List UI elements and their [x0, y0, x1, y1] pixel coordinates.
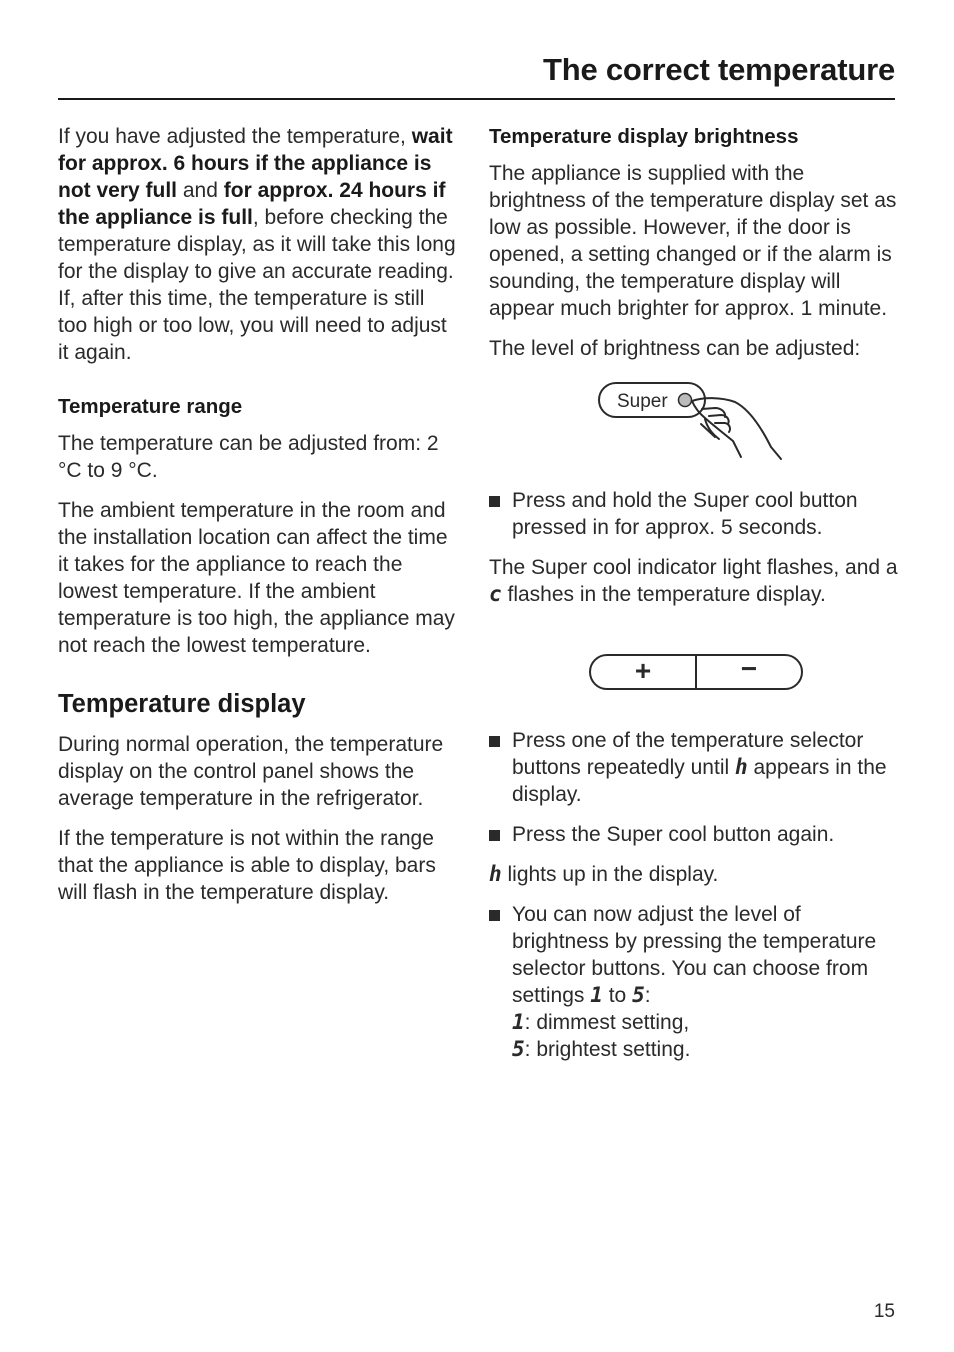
display-paragraph-1: During normal operation, the temperature display on the control panel shows the average temperature in the refrigerator.	[58, 733, 444, 810]
title-rule	[58, 98, 895, 100]
setting-5-desc: : brightest setting.	[524, 1038, 691, 1061]
segment-1-glyph: 1	[590, 983, 603, 1007]
intro-paragraph: If you have adjusted the temperature, wait for approx. 6 hours if the appliance is not very full and for approx. 24 hours if the appliance is full, before checking the temperature display, as it will take this long for the display to give an accurate reading. If, after this time, the temperature is still too high or too low, you will need to adjust it again.	[58, 125, 456, 364]
page-title: The correct temperature	[542, 52, 895, 87]
h-lights-paragraph: h lights up in the display.	[489, 862, 719, 886]
super-button-label: Super	[617, 391, 668, 412]
display-paragraph-2: If the temperature is not within the range that the appliance is able to display, bars will flash in the temperature display.	[58, 827, 436, 904]
bullet-square-icon	[489, 910, 500, 921]
temperature-range-heading: Temperature range	[58, 395, 243, 418]
super-button-illustration	[489, 375, 899, 475]
range-paragraph-2: The ambient temperature in the room and the installation location can affect the time it takes for the appliance to reach the lowest temperature. If the ambient temperature is too high, the appliance may not reach the lowest temperature.	[58, 499, 455, 657]
bullet-press-hold: Press and hold the Super cool button pressed in for approx. 5 seconds.	[489, 487, 899, 541]
bullet-press-selector: Press one of the temperature selector buttons repeatedly until h appears in the display.	[489, 727, 899, 808]
brightness-heading: Temperature display brightness	[489, 125, 799, 148]
left-column	[58, 123, 458, 919]
right-column	[489, 123, 899, 1076]
super-indicator-light-icon	[679, 394, 692, 407]
segment-c-glyph: c	[489, 582, 502, 606]
bullet-adjust-level: You can now adjust the level of brightness by pressing the temperature selector buttons. You can choose from settings 1 to 5: 1: dimmest setting, 5: brightest setting.	[489, 901, 899, 1063]
selector-buttons-illustration	[489, 621, 899, 727]
segment-5-glyph: 5	[512, 1037, 525, 1061]
plus-icon: +	[634, 655, 652, 686]
temperature-display-heading: Temperature display	[58, 690, 306, 718]
segment-h-glyph: h	[734, 755, 748, 779]
segment-5-glyph: 5	[632, 983, 645, 1007]
page-number: 15	[873, 1301, 895, 1322]
bullet-square-icon	[489, 830, 500, 841]
pressing-finger-icon	[692, 398, 781, 459]
range-paragraph-1: The temperature can be adjusted from: 2 °C to 9 °C.	[58, 432, 439, 482]
brightness-paragraph-2: The level of brightness can be adjusted:	[489, 337, 861, 360]
segment-h-glyph: h	[489, 862, 502, 886]
bullet-square-icon	[489, 496, 500, 507]
segment-1-glyph: 1	[512, 1010, 525, 1034]
bullet-square-icon	[489, 736, 500, 747]
minus-icon: −	[740, 653, 758, 684]
brightness-paragraph-1: The appliance is supplied with the brightness of the temperature display set as low as possible. However, if the door is opened, a setting changed or if the alarm is sounding, the temperature display will appear much brighter for approx. 1 minute.	[489, 162, 897, 320]
setting-1-desc: : dimmest setting,	[524, 1011, 690, 1034]
bullet-press-super-again: Press the Super cool button again.	[489, 821, 899, 848]
indicator-paragraph: The Super cool indicator light flashes, and a c flashes in the temperature display.	[489, 556, 898, 606]
